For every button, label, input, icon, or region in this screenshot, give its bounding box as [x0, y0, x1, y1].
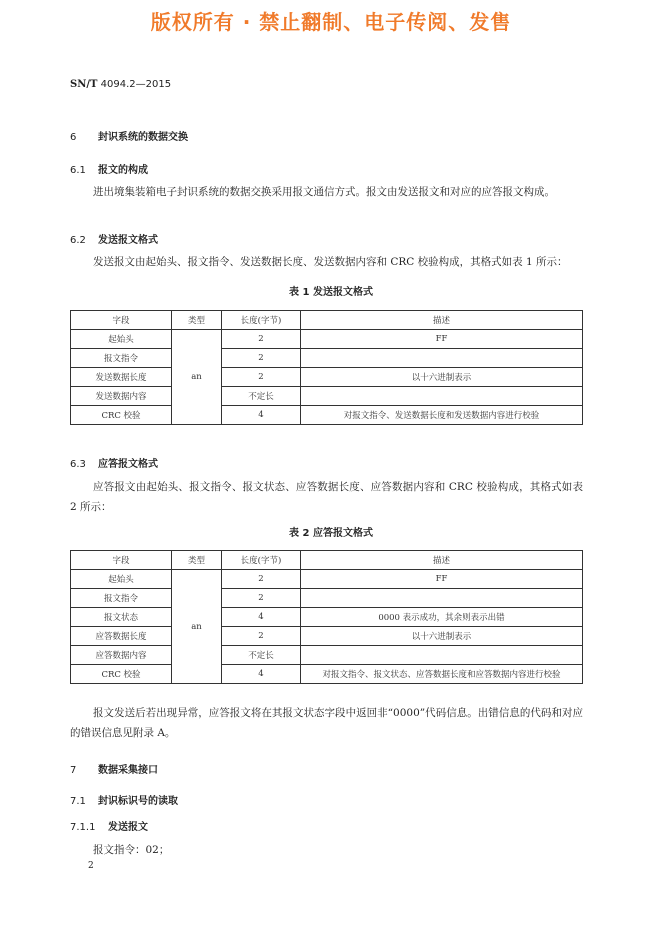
- table-header-row: [71, 311, 583, 330]
- table-1-caption: 表 1 发送报文格式: [289, 287, 373, 298]
- cell-description: FF: [301, 570, 583, 589]
- section-6-1-paragraph: 进出境集装箱电子封识系统的数据交换采用报文通信方式。报文由发送报文和对应的应答报文构成。: [93, 186, 555, 198]
- document-code-number: 4094.2—2015: [100, 79, 172, 90]
- cell-length: 4: [222, 406, 301, 425]
- cell-field: 应答数据长度: [71, 627, 172, 646]
- section-7-heading: [70, 761, 158, 776]
- section-number: 6.1: [70, 165, 86, 176]
- table-1: [70, 310, 583, 425]
- cell-type: an: [172, 330, 222, 425]
- section-title: 发送报文格式: [98, 235, 158, 246]
- table-2: [70, 550, 583, 684]
- cell-type: an: [172, 570, 222, 684]
- section-title: 发送报文: [108, 822, 148, 833]
- header-type: 类型: [172, 311, 222, 330]
- section-6-3-paragraph: 应答报文由起始头、报文指令、报文状态、应答数据长度、应答数据内容和 CRC 校验构成，其格式如表 2 所示：: [70, 481, 583, 513]
- table-header-row: [71, 551, 583, 570]
- cell-length: 4: [222, 608, 301, 627]
- cell-description: [301, 349, 583, 368]
- section-6-2-heading: [70, 231, 158, 246]
- cell-length: 4: [222, 665, 301, 684]
- cell-field: 发送数据长度: [71, 368, 172, 387]
- page-number: 2: [88, 861, 94, 871]
- cell-length: 2: [222, 349, 301, 368]
- header-field: 字段: [71, 311, 172, 330]
- table-row: [71, 330, 583, 349]
- cell-field: 应答数据内容: [71, 646, 172, 665]
- table-row: [71, 570, 583, 589]
- section-title: 封识系统的数据交换: [98, 132, 188, 143]
- cell-length: 不定长: [222, 387, 301, 406]
- cell-description: 对报文指令、报文状态、应答数据长度和应答数据内容进行校验: [301, 665, 583, 684]
- table-row: [71, 387, 583, 406]
- section-title: 数据采集接口: [98, 765, 158, 776]
- section-number: 7: [70, 765, 77, 776]
- header-description: 描述: [301, 551, 583, 570]
- table-row: [71, 349, 583, 368]
- section-number: 6.3: [70, 459, 86, 470]
- cell-field: 发送数据内容: [71, 387, 172, 406]
- cell-description: 以十六进制表示: [301, 368, 583, 387]
- section-6-3-heading: [70, 455, 158, 470]
- document-code: [70, 79, 171, 90]
- cell-description: FF: [301, 330, 583, 349]
- cell-field: 报文指令: [71, 589, 172, 608]
- cell-length: 2: [222, 330, 301, 349]
- table-row: [71, 406, 583, 425]
- header-field: 字段: [71, 551, 172, 570]
- table-row: [71, 646, 583, 665]
- cell-length: 2: [222, 589, 301, 608]
- cell-length: 2: [222, 368, 301, 387]
- section-number: 7.1: [70, 796, 86, 807]
- copyright-watermark: 版权所有 · 禁止翻制、电子传阅、发售: [150, 10, 512, 34]
- cell-description: 以十六进制表示: [301, 627, 583, 646]
- section-7-1-1-heading: [70, 818, 148, 833]
- section-6-2-paragraph: 发送报文由起始头、报文指令、发送数据长度、发送数据内容和 CRC 校验构成，其格式如表 1 所示：: [93, 256, 568, 268]
- document-code-prefix: SN/T: [70, 79, 98, 90]
- section-6-heading: [70, 128, 188, 143]
- cell-field: 报文状态: [71, 608, 172, 627]
- header-length: 长度(字节): [222, 551, 301, 570]
- cell-length: 不定长: [222, 646, 301, 665]
- cell-description: 对报文指令、发送数据长度和发送数据内容进行校验: [301, 406, 583, 425]
- table-row: [71, 608, 583, 627]
- table-row: [71, 665, 583, 684]
- section-number: 7.1.1: [70, 822, 96, 833]
- section-7-1-heading: [70, 792, 178, 807]
- cell-description: [301, 589, 583, 608]
- section-number: 6.2: [70, 235, 86, 246]
- error-info-paragraph: 报文发送后若出现异常，应答报文将在其报文状态字段中返回非“0000”代码信息。出错信息的代码和对应的错误信息见附录 A。: [70, 707, 583, 739]
- cell-field: 起始头: [71, 330, 172, 349]
- cell-field: 报文指令: [71, 349, 172, 368]
- table-row: [71, 589, 583, 608]
- cell-description: 0000 表示成功，其余则表示出错: [301, 608, 583, 627]
- section-title: 封识标识号的读取: [98, 796, 178, 807]
- cell-description: [301, 646, 583, 665]
- cell-description: [301, 387, 583, 406]
- cell-field: CRC 校验: [71, 665, 172, 684]
- table-row: [71, 368, 583, 387]
- table-row: [71, 627, 583, 646]
- header-length: 长度(字节): [222, 311, 301, 330]
- cell-length: 2: [222, 627, 301, 646]
- cell-field: 起始头: [71, 570, 172, 589]
- section-6-1-heading: [70, 161, 148, 176]
- section-title: 应答报文格式: [98, 459, 158, 470]
- table-2-caption: 表 2 应答报文格式: [289, 528, 373, 539]
- header-description: 描述: [301, 311, 583, 330]
- command-line: 报文指令：02；: [93, 844, 170, 856]
- header-type: 类型: [172, 551, 222, 570]
- cell-field: CRC 校验: [71, 406, 172, 425]
- section-number: 6: [70, 132, 77, 143]
- cell-length: 2: [222, 570, 301, 589]
- section-title: 报文的构成: [98, 165, 148, 176]
